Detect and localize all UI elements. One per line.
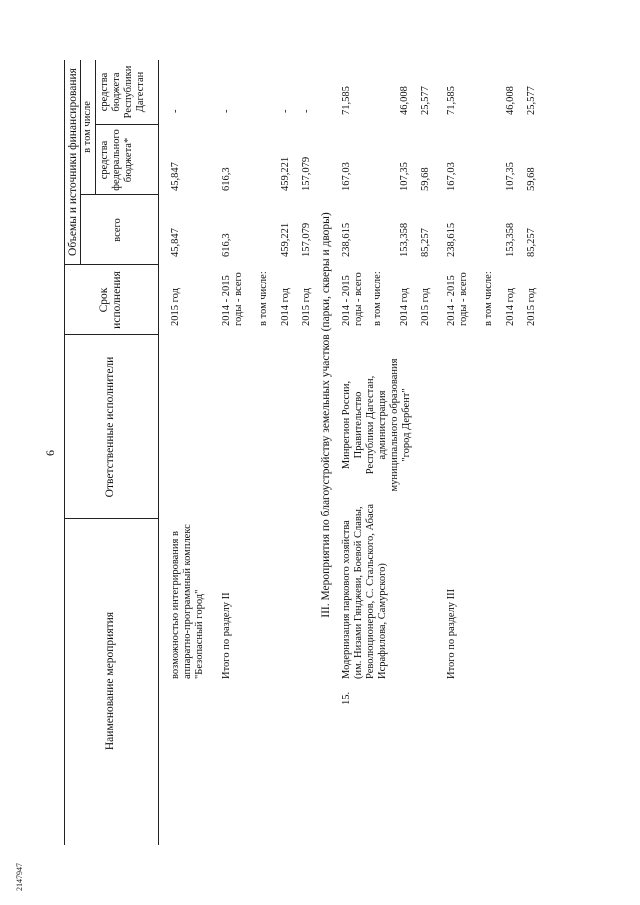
row-a-name-1: возможностью интегрирования в (170, 531, 181, 679)
item15-r3-republic: 25,577 (420, 86, 431, 115)
row-a-federal: 45,847 (170, 162, 181, 191)
col-divider-executors (64, 518, 158, 519)
total3-r0-term-1: 2014 - 2015 (446, 275, 457, 326)
total3-r2-term: 2014 год (505, 288, 516, 326)
item15-r0-federal: 167,03 (341, 162, 352, 191)
total2-r0-total: 616,3 (221, 233, 232, 257)
total2-r0-republic: - (221, 109, 232, 113)
header-republic-4: Дагестан (135, 71, 146, 113)
item15-r0-republic: 71,585 (341, 86, 352, 115)
total2-r2-republic: - (280, 109, 291, 113)
item15-r3-federal: 59,68 (420, 167, 431, 191)
section3-title: III. Мероприятия по благоустройству земельных участков (парки, скверы и дворы) (320, 212, 332, 618)
header-total: всего (112, 218, 123, 242)
total2-r3-federal: 157,079 (301, 156, 312, 191)
total3-r0-federal: 167,03 (446, 162, 457, 191)
document-id: 2147947 (15, 863, 24, 891)
total3-r1-term: в том числе: (483, 271, 494, 326)
total3-label: Итого по разделу III (446, 588, 457, 679)
total3-r0-total: 238,615 (446, 222, 457, 257)
item15-exec-6: "город Дербент" (401, 388, 412, 462)
header-federal-2: федерального (111, 129, 122, 191)
header-name: Наименование мероприятия (104, 611, 116, 751)
item15-name-1: Модернизация паркового хозяйства (341, 520, 352, 679)
item15-name-3: Революционеров, С. Стальского, Абаса (365, 503, 376, 679)
item15-r1-term: в том числе: (372, 271, 383, 326)
total3-r3-total: 85,257 (526, 228, 537, 257)
total3-r2-total: 153,358 (505, 222, 516, 257)
header-incl: в том числе (82, 101, 93, 153)
header-funding: Объемы и источники финансирования (67, 68, 79, 256)
item15-r2-term: 2014 год (399, 288, 410, 326)
row-a-name-2: аппаратно-программный комплекс (182, 524, 193, 679)
item15-name-2: (им. Низами Гянджеви, Боевой Славы, (353, 506, 364, 679)
total2-r1-term: в том числе: (258, 271, 269, 326)
item15-r0-term-2: годы - всего (353, 272, 364, 326)
col-divider-term (64, 334, 158, 335)
total2-r0-federal: 616,3 (221, 167, 232, 191)
total2-label: Итого по разделу II (221, 592, 232, 679)
header-federal-3: бюджета* (123, 137, 134, 183)
total3-r3-republic: 25,577 (526, 86, 537, 115)
total3-r3-federal: 59,68 (526, 167, 537, 191)
item15-exec-3: Республики Дагестан, (365, 375, 376, 475)
table-border-top (64, 60, 65, 845)
total2-r3-term: 2015 год (301, 288, 312, 326)
header-republic-3: Республики (123, 65, 134, 119)
header-executors: Ответственные исполнители (104, 356, 116, 498)
col-divider-republic (95, 124, 158, 125)
total3-r2-republic: 46,008 (505, 86, 516, 115)
item15-r3-total: 85,257 (420, 228, 431, 257)
total2-r2-term: 2014 год (280, 288, 291, 326)
funding-subheader-line (80, 60, 81, 265)
item15-r0-total: 238,615 (341, 222, 352, 257)
header-term-1: Срок (98, 287, 110, 313)
item15-number: 15. (341, 691, 352, 705)
header-republic-1: средства (99, 72, 110, 112)
header-federal-1: средства (99, 140, 110, 180)
item15-exec-1: Минрегион России, (341, 380, 352, 470)
item15-exec-5: муниципального образования (389, 358, 400, 492)
total3-r0-republic: 71,585 (446, 86, 457, 115)
total2-r2-total: 459,221 (280, 222, 291, 257)
total2-r3-total: 157,079 (301, 222, 312, 257)
col-divider-federal (80, 194, 158, 195)
total3-r0-term-2: годы - всего (458, 272, 469, 326)
item15-r2-total: 153,358 (399, 222, 410, 257)
header-bottom-line (158, 60, 159, 845)
page-number: 6 (43, 450, 57, 456)
total3-r3-term: 2015 год (526, 288, 537, 326)
item15-r2-republic: 46,008 (399, 86, 410, 115)
total2-r2-federal: 459,221 (280, 156, 291, 191)
item15-r2-federal: 107,35 (399, 162, 410, 191)
total3-r2-federal: 107,35 (505, 162, 516, 191)
row-a-total: 45,847 (170, 228, 181, 257)
header-republic-2: бюджета (111, 72, 122, 112)
item15-name-4: Исрафилова, Самурского) (377, 563, 388, 679)
item15-exec-2: Правительство (353, 391, 364, 459)
col-divider-total (64, 264, 158, 265)
row-a-term: 2015 год (170, 288, 181, 326)
item15-exec-4: администрация (377, 390, 388, 460)
incl-line (95, 60, 96, 195)
item15-r3-term: 2015 год (420, 288, 431, 326)
total2-r3-republic: - (301, 109, 312, 113)
total2-r0-term-1: 2014 - 2015 (221, 275, 232, 326)
row-a-republic: - (170, 109, 181, 113)
item15-r0-term-1: 2014 - 2015 (341, 275, 352, 326)
total2-r0-term-2: годы - всего (233, 272, 244, 326)
header-term-2: исполнения (111, 271, 123, 329)
row-a-name-3: "Безопасный город" (194, 589, 205, 679)
